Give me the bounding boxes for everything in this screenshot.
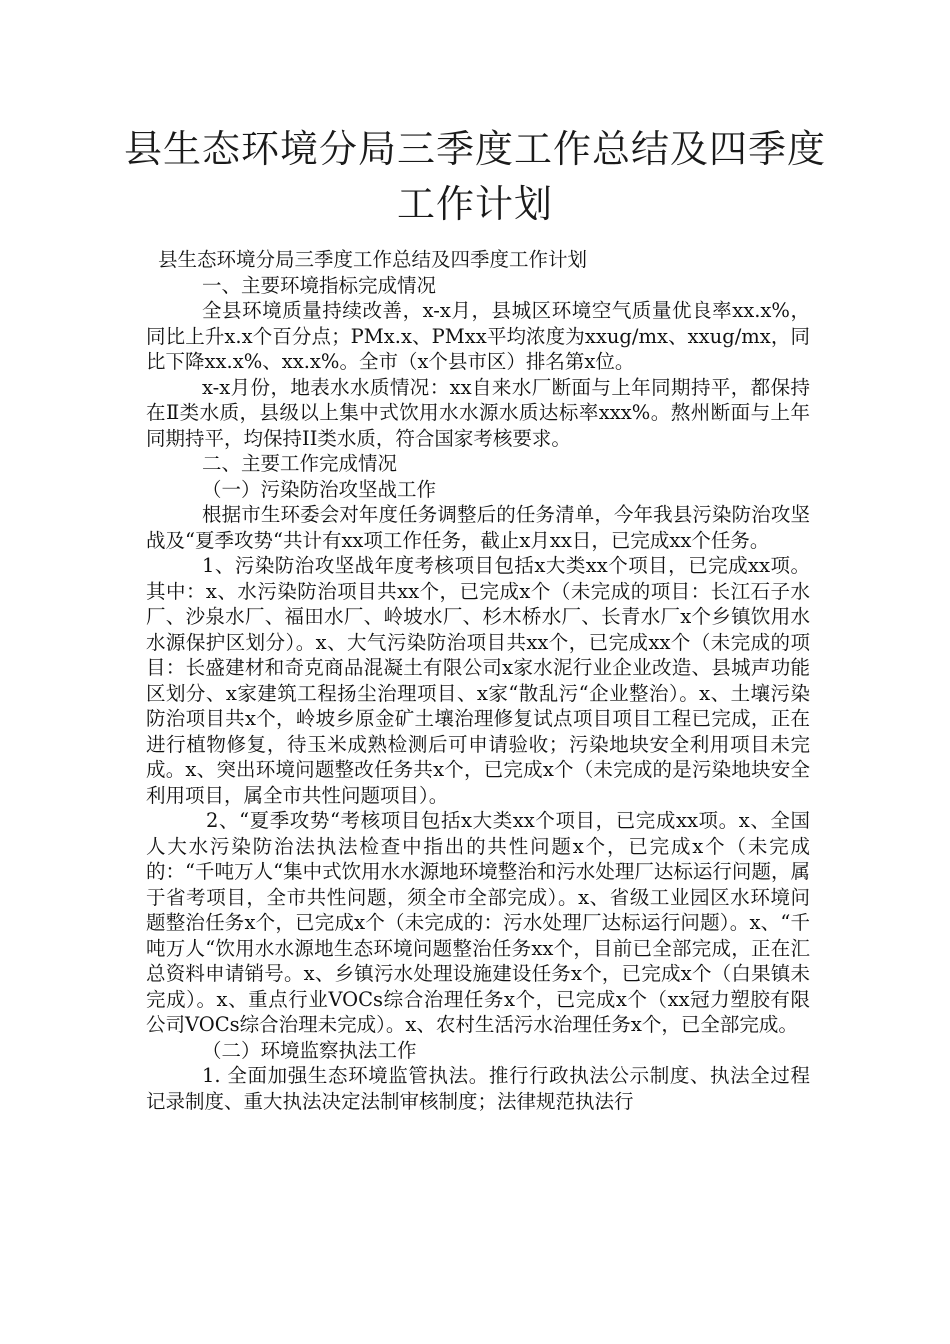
section-heading-2: 二、主要工作完成情况 <box>202 452 398 475</box>
title-line-1: 县生态环境分局三季度工作总结及四季度 <box>123 127 826 171</box>
document-title <box>100 122 850 232</box>
task-list-paragraph: 根据市生环委会对年度任务调整后的任务清单，今年我县污染防治攻坚战及“夏季攻势“共计有xx项工作任务，截止x月xx日，已完成xx个任务。 <box>146 503 810 552</box>
subsection-heading-2: （二）环境监察执法工作 <box>202 1038 417 1062</box>
water-quality-paragraph: x-x月份，地表水水质情况：xx自来水厂断面与上年同期持平，都保持在Ⅱ类水质，县级以上集中式饮用水水源水质达标率xxx%。熬州断面与上年同期持平，均保持II类水质，符合国家考核要求。 <box>146 375 810 450</box>
document-body <box>146 247 810 1114</box>
enforcement-paragraph: 1. 全面加强生态环境监管执法。推行行政执法公示制度、执法全过程记录制度、重大执法决定法制审核制度；法律规范执法行 <box>146 1064 810 1113</box>
subtitle-paragraph: 县生态环境分局三季度工作总结及四季度工作计划 <box>158 248 588 271</box>
subsection-heading-1: （一）污染防治攻坚战工作 <box>202 477 437 501</box>
air-quality-paragraph: 全县环境质量持续改善，x-x月，县城区环境空气质量优良率xx.x%，同比上升x.x个百分点；PMx.x、PMxx平均浓度为xxug/mx、xxug/mx，同比下降xx.x%、xx.x%。全市（x个县市区）排名第x位。 <box>146 299 810 373</box>
title-line-2: 工作计划 <box>396 182 553 226</box>
summer-campaign-paragraph: 2、“夏季攻势“考核项目包括x大类xx个项目，已完成xx项。x、全国人大水污染防治法执法检查中指出的共性问题x个，已完成x个（未完成的：“千吨万人“集中式饮用水水源地环境整治和污水处理厂达标运行问题，属于省考项目，全市共性问题，须全市全部完成）。x、省级工业园区水环境问题整治任务x个，已完成x个（未完成的：污水处理厂达标运行问题）。x、“千吨万人“饮用水水源地生态环境问题整治任务xx个，目前已全部完成，正在汇总资料申请销号。x、乡镇污水处理设施建设任务x个，已完成x个（白果镇未完成）。x、重点行业VOCs综合治理任务x个，已完成x个（xx冠力塑胶有限公司VOCs综合治理未完成）。x、农村生活污水治理任务x个，已全部完成。 <box>146 809 810 1036</box>
section-heading-1: 一、主要环境指标完成情况 <box>202 273 437 297</box>
assessment-projects-paragraph: 1、污染防治攻坚战年度考核项目包括x大类xx个项目，已完成xx项。其中：x、水污染防治项目共xx个，已完成x个（未完成的项目：长江石子水厂、沙泉水厂、福田水厂、岭坡水厂、杉木桥水厂、长青水厂x个乡镇饮用水水源保护区划分）。x、大气污染防治项目共xx个，已完成xx个（未完成的项目：长盛建材和奇克商品混凝土有限公司x家水泥行业企业改造、县城声功能区划分、x家建筑工程扬尘治理项目、x家“散乱污“企业整治）。x、土壤污染防治项目共x个，岭坡乡原金矿土壤治理修复试点项目项目工程已完成，正在进行植物修复，待玉米成熟检测后可申请验收；污染地块安全利用项目未完成。x、突出环境问题整改任务共x个，已完成x个（未完成的是污染地块安全利用项目，属全市共性问题项目）。 <box>146 554 810 807</box>
